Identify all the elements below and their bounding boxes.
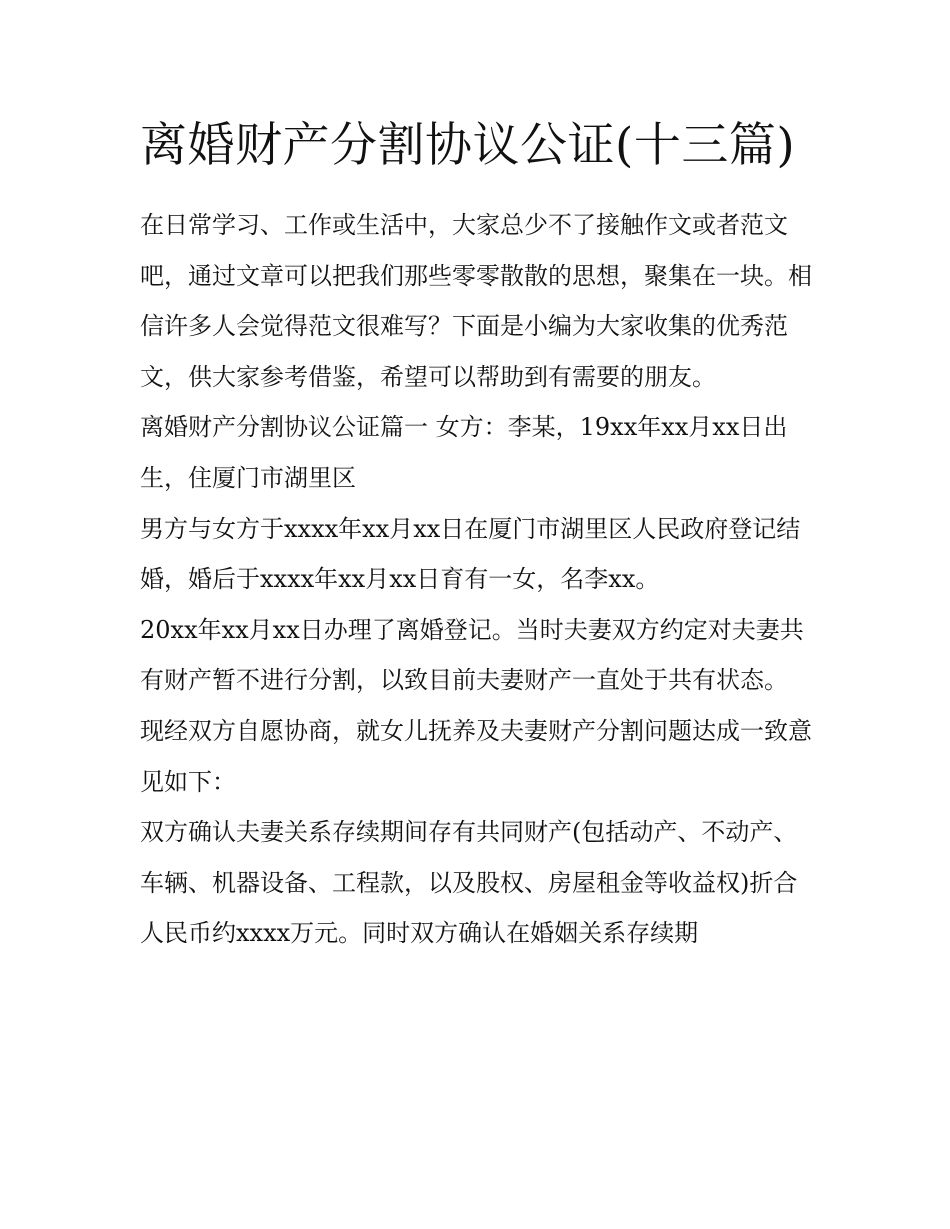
paragraph-property: 双方确认夫妻关系存续期间存有共同财产(包括动产、不动产、车辆、机器设备、工程款，以及股权、房屋租金等收益权)折合人民币约xxxx万元。同时双方确认在婚姻关系存续期 (140, 818, 798, 948)
document-page (140, 112, 820, 959)
paragraph-intro: 在日常学习、工作或生活中，大家总少不了接触作文或者范文吧，通过文章可以把我们那些零零散散的思想，聚集在一块。相信许多人会觉得范文很难写？下面是小编为大家收集的优秀范文，供大家参考借鉴，希望可以帮助到有需要的朋友。 (140, 211, 812, 391)
document-title: 离婚财产分割协议公证(十三篇) (140, 118, 796, 173)
paragraph-marriage: 男方与女方于xxxx年xx月xx日在厦门市湖里区人民政府登记结婚，婚后于xxxx年xx月xx日育有一女，名李xx。 (140, 514, 801, 594)
paragraph-party-female: 离婚财产分割协议公证篇一 女方：李某，19xx年xx月xx日出生，住厦门市湖里区 (140, 413, 788, 492)
paragraph-agreement: 现经双方自愿协商，就女儿抚养及夫妻财产分割问题达成一致意见如下： (140, 716, 812, 796)
paragraph-divorce: 20xx年xx月xx日办理了离婚登记。当时夫妻双方约定对夫妻共有财产暂不进行分割，以致目前夫妻财产一直处于共有状态。 (140, 615, 804, 695)
